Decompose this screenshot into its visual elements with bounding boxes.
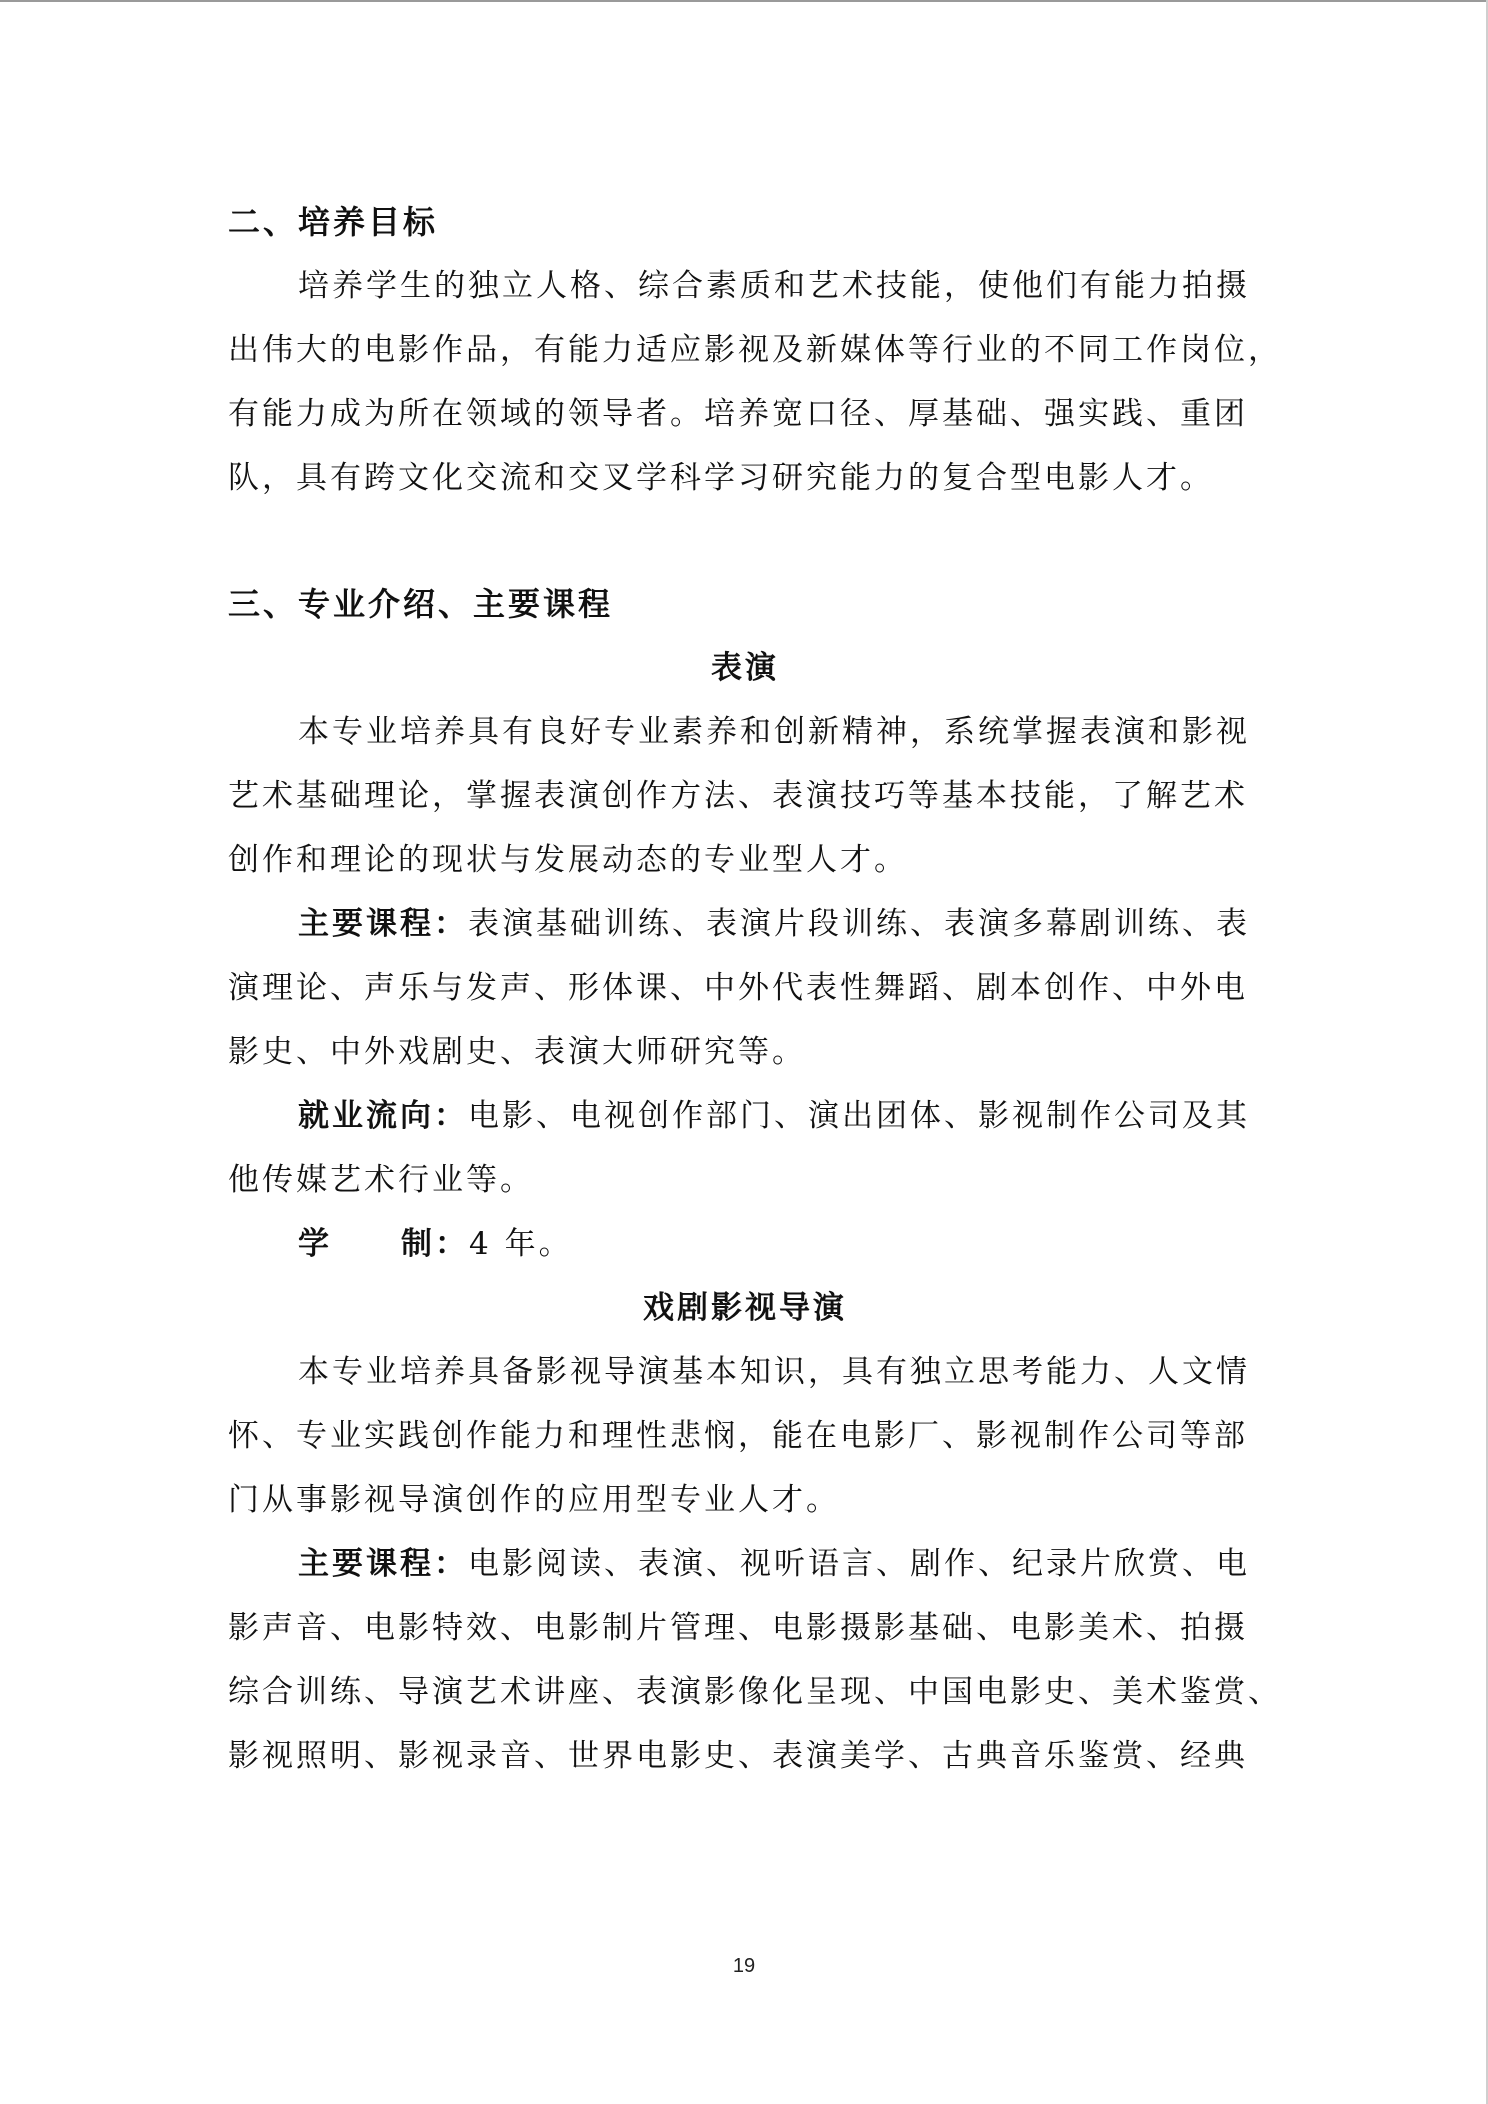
courses-label: 主要课程：	[298, 906, 468, 942]
duration-line	[228, 1212, 1262, 1276]
paragraph-line: 创作和理论的现状与发展动态的专业型人才。	[228, 842, 908, 878]
paragraph-line: 综合训练、导演艺术讲座、表演影像化呈现、中国电影史、美术鉴赏、	[228, 1674, 1282, 1710]
duration-label-a: 学	[298, 1226, 332, 1262]
major-title-directing: 戏剧影视导演	[643, 1290, 847, 1326]
paragraph-line: 艺术基础理论，掌握表演创作方法、表演技巧等基本技能，了解艺术	[228, 778, 1248, 814]
paragraph-line: 影视照明、影视录音、世界电影史、表演美学、古典音乐鉴赏、经典	[228, 1738, 1248, 1774]
duration-text: 4 年。	[469, 1226, 573, 1262]
paragraph-line: 本专业培养具备影视导演基本知识，具有独立思考能力、人文情	[298, 1354, 1250, 1390]
paragraph-line: 出伟大的电影作品，有能力适应影视及新媒体等行业的不同工作岗位，	[228, 332, 1282, 368]
paragraph-line: 有能力成为所在领域的领导者。培养宽口径、厚基础、强实践、重团	[228, 396, 1248, 432]
paragraph-line: 他传媒艺术行业等。	[228, 1162, 534, 1198]
courses-line	[228, 1532, 1262, 1596]
section-heading-objectives: 二、培养目标	[228, 203, 439, 241]
paragraph-line: 影史、中外戏剧史、表演大师研究等。	[228, 1034, 806, 1070]
paragraph-line: 演理论、声乐与发声、形体课、中外代表性舞蹈、剧本创作、中外电	[228, 970, 1248, 1006]
paragraph-line: 门从事影视导演创作的应用型专业人才。	[228, 1482, 840, 1518]
career-text: 电影、电视创作部门、演出团体、影视制作公司及其	[468, 1098, 1250, 1134]
courses-line	[228, 892, 1262, 956]
career-line	[228, 1084, 1262, 1148]
duration-label-b: 制：	[401, 1226, 469, 1262]
courses-text: 电影阅读、表演、视听语言、剧作、纪录片欣赏、电	[468, 1546, 1250, 1582]
major-title-acting: 表演	[711, 650, 779, 686]
paragraph-line: 本专业培养具有良好专业素养和创新精神，系统掌握表演和影视	[298, 714, 1250, 750]
courses-label: 主要课程：	[298, 1546, 468, 1582]
courses-text: 表演基础训练、表演片段训练、表演多幕剧训练、表	[468, 906, 1250, 942]
page-content	[228, 190, 1282, 1788]
page-top-border	[0, 0, 1488, 2]
paragraph-line: 影声音、电影特效、电影制片管理、电影摄影基础、电影美术、拍摄	[228, 1610, 1248, 1646]
paragraph-line: 队，具有跨文化交流和交叉学科学习研究能力的复合型电影人才。	[228, 460, 1214, 496]
career-label: 就业流向：	[298, 1098, 468, 1134]
paragraph-line: 培养学生的独立人格、综合素质和艺术技能，使他们有能力拍摄	[298, 268, 1250, 304]
page-number: 19	[732, 1955, 756, 1977]
spacer	[228, 510, 1262, 572]
section-heading-majors: 三、专业介绍、主要课程	[228, 585, 614, 623]
paragraph-line: 怀、专业实践创作能力和理性悲悯，能在电影厂、影视制作公司等部	[228, 1418, 1248, 1454]
